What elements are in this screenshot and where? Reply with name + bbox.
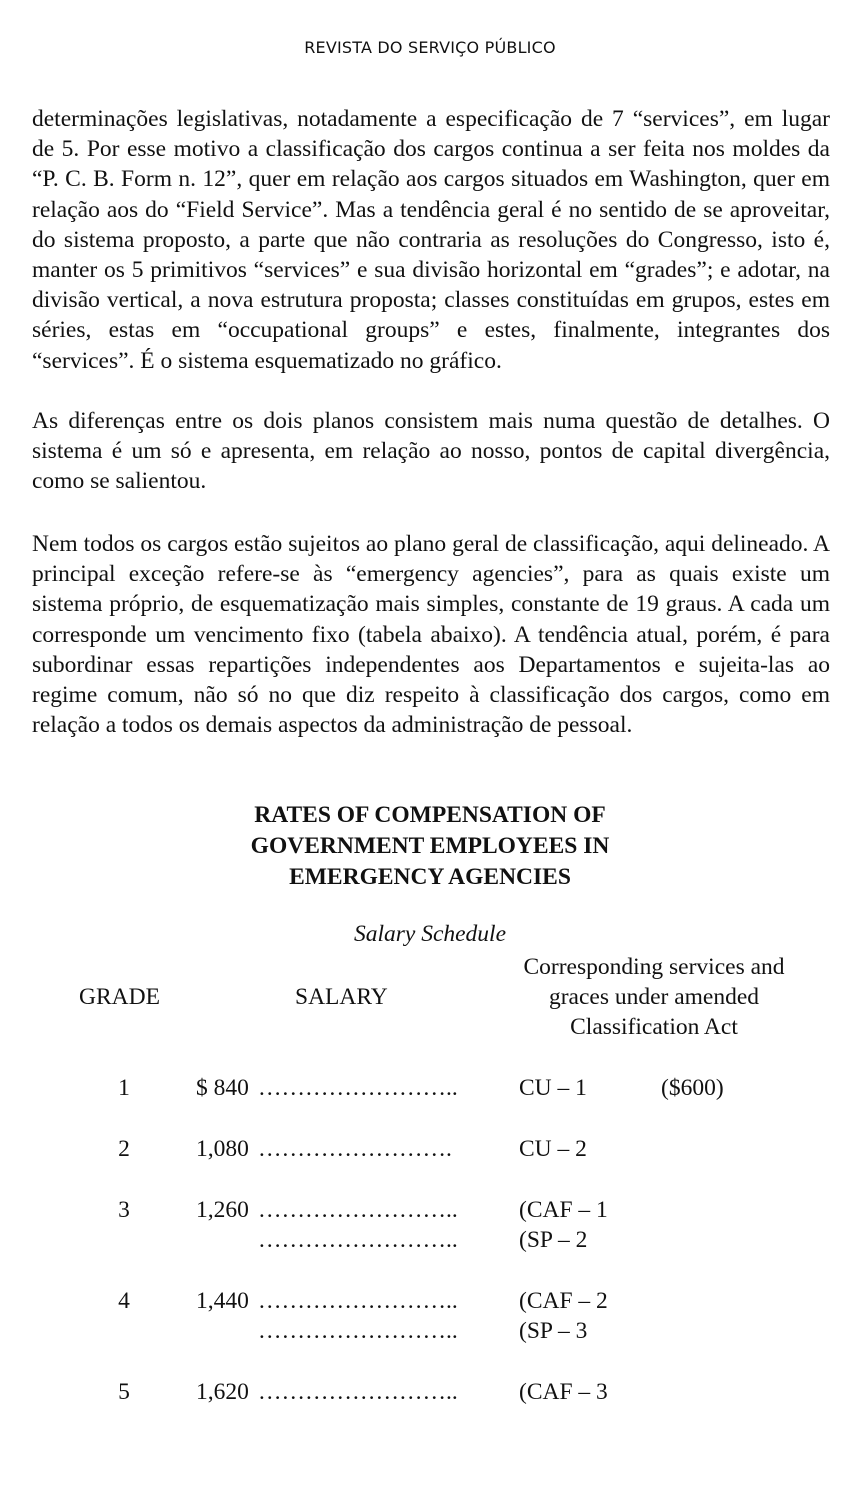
paragraph-2: As diferenças entre os dois planos consistem mais numa questão de detalhes. O sistema é um só e apresenta, em relação ao nosso, pontos de capital divergência, como se salientou. [32, 408, 830, 495]
table-cell-grade: 2 [118, 1136, 130, 1162]
table-title-line: GOVERNMENT EMPLOYEES IN [250, 833, 610, 859]
table-title-line: RATES OF COMPENSATION OF [254, 802, 606, 828]
table-title [0, 800, 860, 893]
table-cell-service: (CAF – 2 [519, 1288, 608, 1314]
table-cell-service: CU – 2 [519, 1136, 587, 1162]
table-leader-dots: …………………….. [258, 1075, 458, 1101]
paragraph-1: determinações legislativas, notadamente a especificação de 7 “services”, em lugar de 5. Por esse motivo a classificação dos cargos continua a ser feita nos moldes da “P. C. B. Form n. 12”, quer em relação aos cargos situados em Washington, quer em relação aos do “Field Service”. Mas a tendência geral é no sentido de se aproveitar, do sistema proposto, a parte que não contraria as resoluções do Congresso, isto é, manter os 5 primitivos “services” e sua divisão horizontal em “grades”; e adotar, na divisão vertical, a nova estrutura proposta; classes constituídas em grupos, estes em séries, estas em “occupational groups” e estes, finalmente, integrantes dos “services”. É o sistema esquematizado no gráfico. [32, 106, 830, 374]
paragraph-3: Nem todos os cargos estão sujeitos ao plano geral de classificação, aqui delineado. A principal exceção refere-se às “emergency agencies”, para as quais existe um sistema próprio, de esquematização mais simples, constante de 19 graus. A cada um corresponde um vencimento fixo (tabela abaixo). A tendência atual, porém, é para subordinar essas repartições independentes aos Departamentos e sujeita-las ao regime comum, não só no que diz respeito à classificação dos cargos, como em relação a todos os demais aspectos da administração de pessoal. [32, 531, 830, 739]
column-header-salary: SALARY [295, 984, 388, 1010]
table-title-line: EMERGENCY AGENCIES [289, 864, 571, 890]
table-cell-grade: 5 [118, 1379, 130, 1405]
table-cell-salary: 1,620 [196, 1379, 249, 1405]
table-leader-dots: ……………………. [258, 1136, 452, 1162]
table-cell-note: ($600) [661, 1075, 724, 1101]
table-leader-dots: …………………….. [258, 1379, 458, 1405]
table-cell-grade: 3 [118, 1197, 130, 1223]
column-header-services: Corresponding services and graces under amended Classification Act [523, 954, 785, 1041]
table-cell-salary: 1,080 [196, 1136, 249, 1162]
table-cell-salary: 1,440 [196, 1288, 249, 1314]
table-cell-service: (CAF – 1 [519, 1197, 608, 1223]
table-leader-dots: …………………….. [258, 1288, 458, 1314]
table-leader-dots: …………………….. [258, 1197, 458, 1223]
table-cell-service: CU – 1 [519, 1075, 587, 1101]
table-subtitle: Salary Schedule [353, 921, 507, 947]
table-cell-grade: 1 [118, 1075, 130, 1101]
table-cell-salary: 1,260 [196, 1197, 249, 1223]
table-leader-dots: …………………….. [258, 1227, 458, 1253]
table-cell-grade: 4 [118, 1288, 130, 1314]
column-header-grade: GRADE [79, 984, 160, 1010]
table-cell-service: (SP – 3 [519, 1318, 588, 1344]
running-header: REVISTA DO SERVIÇO PÚBLICO [304, 38, 556, 57]
table-cell-service: (CAF – 3 [519, 1379, 608, 1405]
table-cell-salary: $ 840 [196, 1075, 249, 1101]
table-leader-dots: …………………….. [258, 1318, 458, 1344]
table-cell-service: (SP – 2 [519, 1227, 588, 1253]
